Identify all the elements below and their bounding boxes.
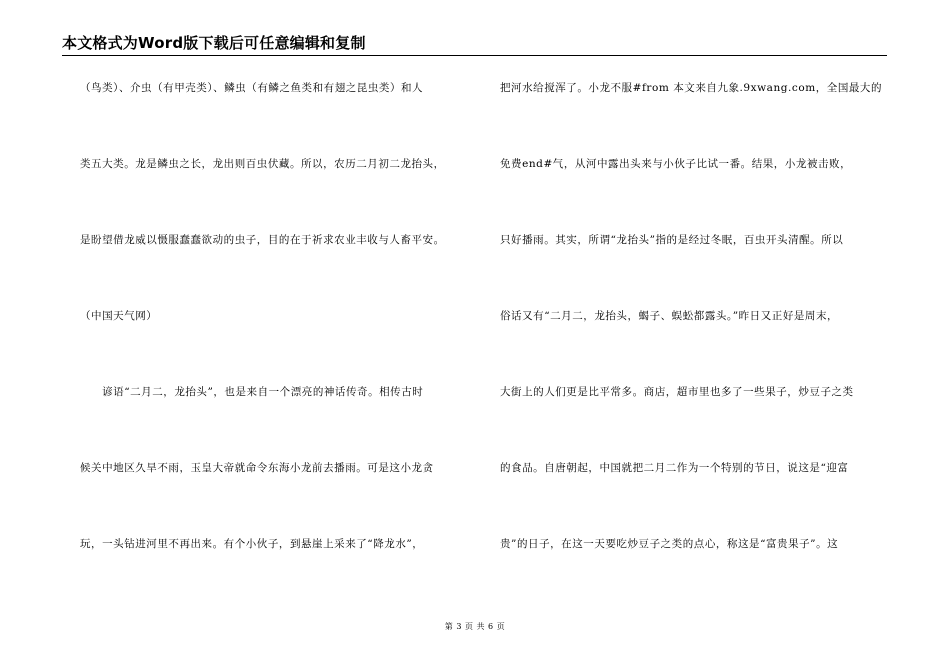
page-number: 第 3 页 共 6 页 bbox=[444, 622, 506, 631]
text-line: 是盼望借龙威以慑服蠢蠢欲动的虫子，目的在于祈求农业丰收与人畜平安。 bbox=[80, 234, 445, 246]
text-line: （鸟类）、介虫（有甲壳类）、鳞虫（有鳞之鱼类和有翅之昆虫类）和人 bbox=[80, 82, 424, 94]
right-text-column bbox=[500, 62, 890, 594]
text-line: 只好播雨。其实，所谓“龙抬头”指的是经过冬眠，百虫开头清醒。所以 bbox=[500, 234, 844, 246]
left-text-column bbox=[80, 62, 470, 594]
text-line: 谚语“二月二，龙抬头”，也是来自一个漂亮的神话传奇。相传古时 bbox=[80, 386, 424, 398]
document-header-title: 本文格式为Word版下载后可任意编辑和复制 bbox=[62, 34, 366, 52]
text-line: 的食品。自唐朝起，中国就把二月二作为一个特别的节日，说这是“迎富 bbox=[500, 462, 849, 474]
text-line: 玩，一头钻进河里不再出来。有个小伙子，到悬崖上采来了“降龙水”， bbox=[80, 538, 424, 550]
text-line: 把河水给搅浑了。小龙不服#from 本文来自九象.9xwang.com，全国最大的 bbox=[500, 82, 883, 94]
text-line: （中国天气网） bbox=[80, 310, 158, 322]
text-line: 候关中地区久旱不雨，玉皇大帝就命令东海小龙前去播雨。可是这小龙贪 bbox=[80, 462, 434, 474]
text-line: 免费end#气，从河中露出头来与小伙子比试一番。结果，小龙被击败， bbox=[500, 158, 852, 170]
text-line: 贵”的日子，在这一天要吃炒豆子之类的点心，称这是“富贵果子”。这 bbox=[500, 538, 839, 550]
text-line: 大街上的人们更是比平常多。商店，超市里也多了一些果子，炒豆子之类 bbox=[500, 386, 854, 398]
text-line: 类五大类。龙是鳞虫之长，龙出则百虫伏藏。所以，农历二月初二龙抬头， bbox=[80, 158, 445, 170]
text-line: 俗话又有“二月二，龙抬头，蝎子、蜈蚣都露头。”昨日又正好是周末， bbox=[500, 310, 839, 322]
header-divider bbox=[62, 55, 887, 56]
